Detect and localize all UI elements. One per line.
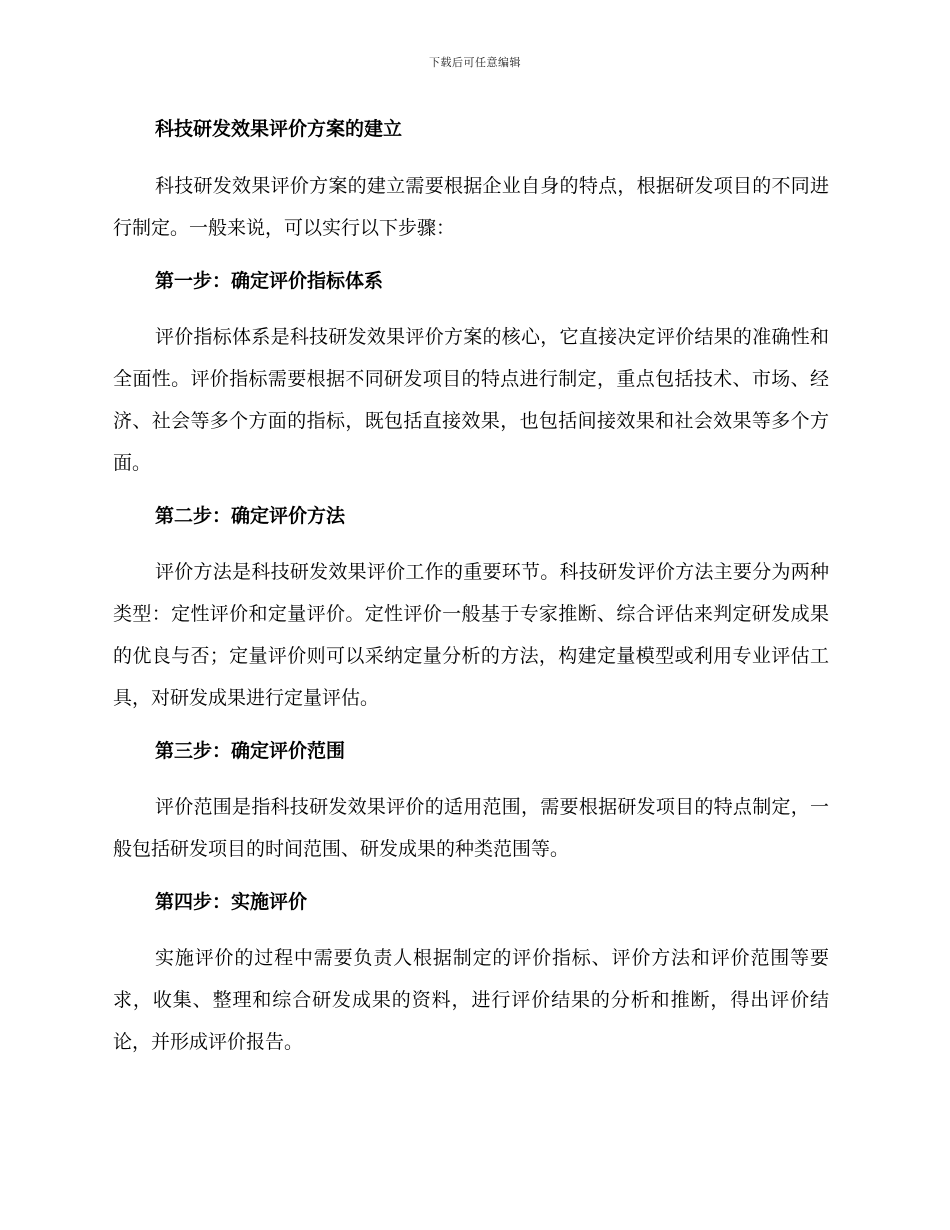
step-4-heading: 第四步：实施评价 bbox=[155, 891, 308, 913]
step-3-heading: 第三步：确定评价范围 bbox=[155, 740, 346, 762]
step-2-heading: 第二步：确定评价方法 bbox=[155, 505, 346, 527]
step-4-body: 实施评价的过程中需要负责人根据制定的评价指标、评价方法和评价范围等要求，收集、整理和综合研发成果的资料，进行评价结果的分析和推断，得出评价结论，并形成评价报告。 bbox=[113, 947, 829, 1053]
step-1-body: 评价指标体系是科技研发效果评价方案的核心，它直接决定评价结果的准确性和全面性。评价指标需要根据不同研发项目的特点进行制定，重点包括技术、市场、经济、社会等多个方面的指标，既包括直接效果，也包括间接效果和社会效果等多个方面。 bbox=[113, 326, 829, 474]
step-2-body: 评价方法是科技研发效果评价工作的重要环节。科技研发评价方法主要分为两种类型：定性评价和定量评价。定性评价一般基于专家推断、综合评估来判定研发成果的优良与否；定量评价则可以采纳定量分析的方法，构建定量模型或利用专业评估工具，对研发成果进行定量评估。 bbox=[113, 561, 829, 709]
document-body bbox=[113, 112, 829, 1063]
intro-paragraph: 科技研发效果评价方案的建立需要根据企业自身的特点，根据研发项目的不同进行制定。一般来说，可以实行以下步骤： bbox=[113, 175, 829, 239]
header-note: 下载后可任意编辑 bbox=[429, 56, 521, 69]
document-title: 科技研发效果评价方案的建立 bbox=[155, 118, 403, 140]
step-3-body: 评价范围是指科技研发效果评价的适用范围，需要根据研发项目的特点制定，一般包括研发项目的时间范围、研发成果的种类范围等。 bbox=[113, 796, 829, 860]
step-1-heading: 第一步：确定评价指标体系 bbox=[155, 270, 384, 292]
